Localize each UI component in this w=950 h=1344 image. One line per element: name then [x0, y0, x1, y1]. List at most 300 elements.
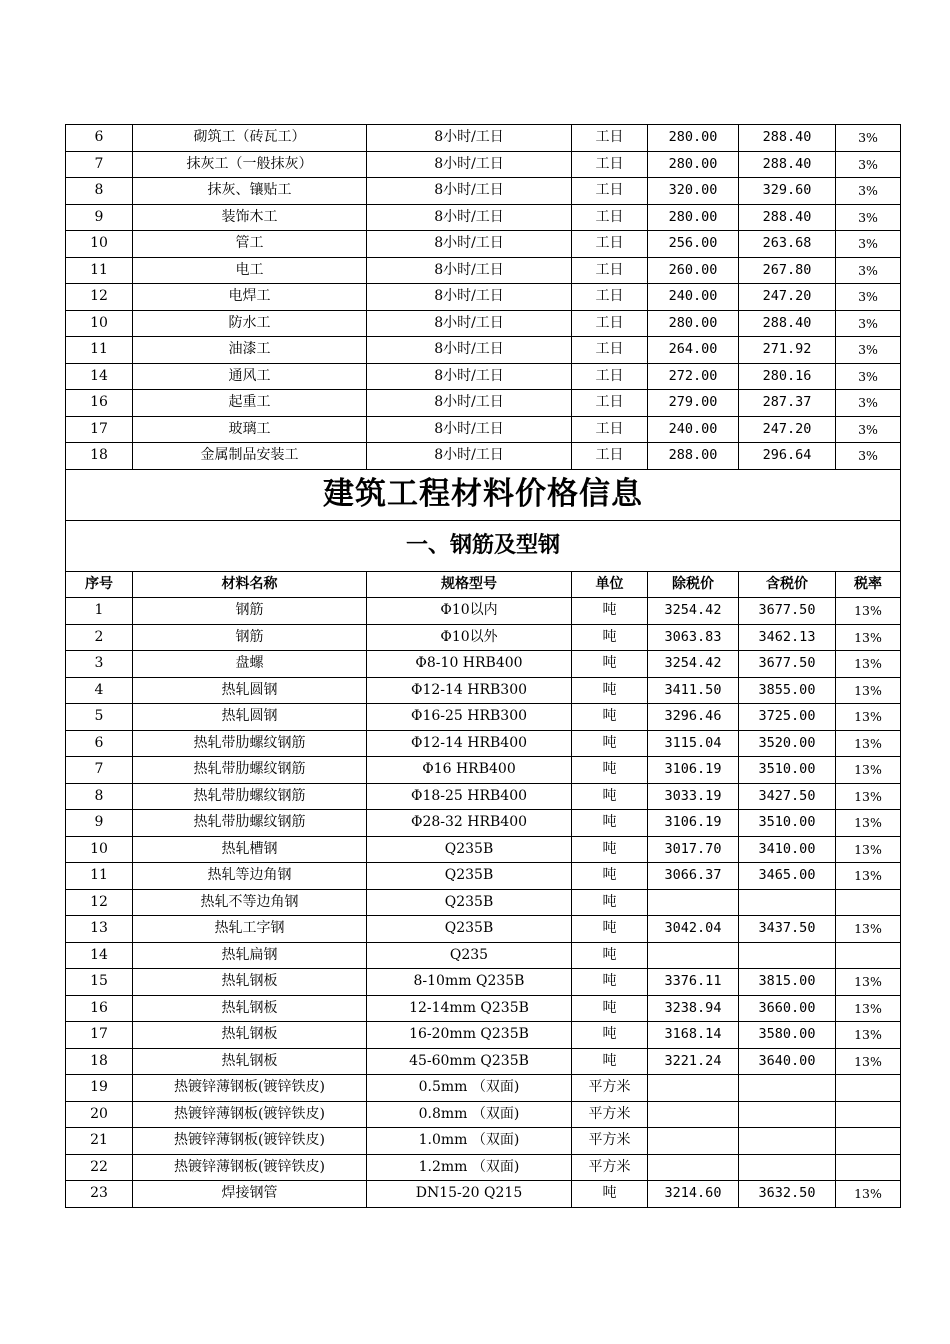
cell-price-inc-tax — [739, 889, 836, 916]
cell-price-inc-tax: 247.20 — [739, 416, 836, 443]
cell-name: 电焊工 — [133, 284, 367, 311]
material-row — [66, 1181, 901, 1208]
cell-index: 17 — [66, 416, 133, 443]
cell-price-inc-tax: 3510.00 — [739, 810, 836, 837]
cell-unit: 吨 — [572, 810, 648, 837]
cell-unit: 工日 — [572, 204, 648, 231]
cell-index: 11 — [66, 337, 133, 364]
cell-unit: 工日 — [572, 416, 648, 443]
cell-spec: 8小时/工日 — [367, 204, 572, 231]
cell-spec: 8小时/工日 — [367, 231, 572, 258]
cell-unit: 工日 — [572, 310, 648, 337]
material-row — [66, 889, 901, 916]
cell-unit: 吨 — [572, 704, 648, 731]
cell-price-ex-tax: 240.00 — [648, 416, 739, 443]
cell-index: 19 — [66, 1075, 133, 1102]
cell-spec: 1.2mm （双面) — [367, 1154, 572, 1181]
cell-name: 通风工 — [133, 363, 367, 390]
cell-price-inc-tax — [739, 1101, 836, 1128]
cell-price-inc-tax: 3427.50 — [739, 783, 836, 810]
cell-name: 钢筋 — [133, 624, 367, 651]
cell-unit: 吨 — [572, 730, 648, 757]
cell-price-ex-tax — [648, 1154, 739, 1181]
page-title: 建筑工程材料价格信息 — [66, 469, 901, 520]
cell-unit: 工日 — [572, 257, 648, 284]
cell-price-inc-tax: 287.37 — [739, 390, 836, 417]
cell-tax-rate: 3% — [836, 390, 901, 417]
cell-spec: 16-20mm Q235B — [367, 1022, 572, 1049]
cell-tax-rate: 13% — [836, 651, 901, 678]
cell-spec: DN15-20 Q215 — [367, 1181, 572, 1208]
material-row — [66, 1075, 901, 1102]
labor-row — [66, 178, 901, 205]
cell-price-inc-tax: 288.40 — [739, 310, 836, 337]
cell-price-inc-tax — [739, 1128, 836, 1155]
cell-name: 抹灰、镶贴工 — [133, 178, 367, 205]
cell-price-inc-tax: 263.68 — [739, 231, 836, 258]
cell-index: 7 — [66, 757, 133, 784]
cell-index: 12 — [66, 284, 133, 311]
cell-price-inc-tax: 3465.00 — [739, 863, 836, 890]
cell-price-ex-tax — [648, 1128, 739, 1155]
cell-spec: 8小时/工日 — [367, 178, 572, 205]
cell-unit: 工日 — [572, 443, 648, 470]
cell-index: 21 — [66, 1128, 133, 1155]
cell-unit: 平方米 — [572, 1101, 648, 1128]
cell-tax-rate: 13% — [836, 624, 901, 651]
cell-name: 热镀锌薄钢板(镀锌铁皮) — [133, 1101, 367, 1128]
cell-name: 热轧带肋螺纹钢筋 — [133, 810, 367, 837]
cell-index: 22 — [66, 1154, 133, 1181]
cell-spec: Φ10以外 — [367, 624, 572, 651]
cell-price-inc-tax: 3437.50 — [739, 916, 836, 943]
cell-tax-rate — [836, 1101, 901, 1128]
cell-spec: Φ16 HRB400 — [367, 757, 572, 784]
cell-index: 9 — [66, 204, 133, 231]
cell-price-ex-tax: 3042.04 — [648, 916, 739, 943]
cell-unit: 吨 — [572, 1022, 648, 1049]
labor-row — [66, 337, 901, 364]
cell-price-ex-tax: 272.00 — [648, 363, 739, 390]
title-row — [66, 469, 901, 520]
cell-price-inc-tax: 3677.50 — [739, 651, 836, 678]
cell-spec: 1.0mm （双面) — [367, 1128, 572, 1155]
material-section — [66, 598, 901, 1208]
cell-spec: 8小时/工日 — [367, 390, 572, 417]
material-row — [66, 969, 901, 996]
cell-unit: 工日 — [572, 284, 648, 311]
cell-price-inc-tax: 247.20 — [739, 284, 836, 311]
cell-spec: Q235 — [367, 942, 572, 969]
cell-unit: 吨 — [572, 995, 648, 1022]
cell-price-ex-tax: 3254.42 — [648, 598, 739, 625]
cell-tax-rate: 3% — [836, 204, 901, 231]
cell-price-ex-tax: 280.00 — [648, 151, 739, 178]
cell-name: 金属制品安装工 — [133, 443, 367, 470]
labor-row — [66, 416, 901, 443]
header-cell: 除税价 — [648, 571, 739, 598]
cell-spec: 8-10mm Q235B — [367, 969, 572, 996]
cell-price-inc-tax: 329.60 — [739, 178, 836, 205]
cell-tax-rate: 13% — [836, 916, 901, 943]
material-row — [66, 651, 901, 678]
header-cell: 含税价 — [739, 571, 836, 598]
cell-unit: 工日 — [572, 231, 648, 258]
cell-unit: 吨 — [572, 757, 648, 784]
cell-unit: 吨 — [572, 1181, 648, 1208]
cell-tax-rate: 3% — [836, 257, 901, 284]
cell-unit: 工日 — [572, 363, 648, 390]
cell-unit: 吨 — [572, 651, 648, 678]
material-row — [66, 783, 901, 810]
cell-unit: 吨 — [572, 969, 648, 996]
cell-price-ex-tax: 240.00 — [648, 284, 739, 311]
cell-price-ex-tax: 3376.11 — [648, 969, 739, 996]
cell-name: 装饰木工 — [133, 204, 367, 231]
cell-tax-rate: 13% — [836, 1181, 901, 1208]
cell-tax-rate: 13% — [836, 783, 901, 810]
cell-unit: 吨 — [572, 783, 648, 810]
cell-tax-rate: 3% — [836, 284, 901, 311]
cell-price-ex-tax: 3063.83 — [648, 624, 739, 651]
cell-price-ex-tax: 280.00 — [648, 310, 739, 337]
material-row — [66, 836, 901, 863]
cell-unit: 吨 — [572, 836, 648, 863]
material-row — [66, 730, 901, 757]
cell-price-ex-tax: 3106.19 — [648, 810, 739, 837]
cell-unit: 吨 — [572, 916, 648, 943]
cell-price-ex-tax — [648, 1101, 739, 1128]
cell-index: 14 — [66, 363, 133, 390]
cell-price-inc-tax: 3462.13 — [739, 624, 836, 651]
cell-price-inc-tax: 280.16 — [739, 363, 836, 390]
cell-name: 管工 — [133, 231, 367, 258]
cell-index: 11 — [66, 257, 133, 284]
cell-price-ex-tax: 256.00 — [648, 231, 739, 258]
cell-spec: Q235B — [367, 889, 572, 916]
cell-tax-rate — [836, 1154, 901, 1181]
cell-price-inc-tax: 288.40 — [739, 151, 836, 178]
cell-unit: 工日 — [572, 337, 648, 364]
cell-price-ex-tax: 3017.70 — [648, 836, 739, 863]
cell-price-inc-tax — [739, 1154, 836, 1181]
cell-price-ex-tax: 3066.37 — [648, 863, 739, 890]
material-row — [66, 1154, 901, 1181]
cell-name: 热轧钢板 — [133, 1022, 367, 1049]
cell-tax-rate: 13% — [836, 836, 901, 863]
cell-unit: 吨 — [572, 598, 648, 625]
material-row — [66, 757, 901, 784]
cell-price-ex-tax: 279.00 — [648, 390, 739, 417]
material-row — [66, 995, 901, 1022]
cell-price-ex-tax: 288.00 — [648, 443, 739, 470]
cell-tax-rate: 13% — [836, 1022, 901, 1049]
cell-price-ex-tax: 3115.04 — [648, 730, 739, 757]
cell-name: 油漆工 — [133, 337, 367, 364]
cell-unit: 吨 — [572, 889, 648, 916]
cell-price-ex-tax: 3411.50 — [648, 677, 739, 704]
material-row — [66, 704, 901, 731]
cell-spec: Q235B — [367, 916, 572, 943]
material-row — [66, 1101, 901, 1128]
labor-row — [66, 257, 901, 284]
cell-index: 16 — [66, 390, 133, 417]
cell-index: 6 — [66, 125, 133, 152]
cell-unit: 吨 — [572, 624, 648, 651]
labor-section — [66, 125, 901, 470]
cell-price-inc-tax: 3520.00 — [739, 730, 836, 757]
material-row — [66, 598, 901, 625]
material-header-section — [66, 469, 901, 598]
cell-tax-rate — [836, 1128, 901, 1155]
cell-index: 8 — [66, 783, 133, 810]
cell-price-inc-tax — [739, 1075, 836, 1102]
cell-name: 抹灰工（一般抹灰） — [133, 151, 367, 178]
cell-spec: Φ12-14 HRB300 — [367, 677, 572, 704]
cell-name: 热轧带肋螺纹钢筋 — [133, 757, 367, 784]
cell-price-ex-tax: 280.00 — [648, 204, 739, 231]
labor-row — [66, 125, 901, 152]
cell-price-inc-tax: 3815.00 — [739, 969, 836, 996]
cell-tax-rate: 13% — [836, 704, 901, 731]
cell-price-inc-tax: 3632.50 — [739, 1181, 836, 1208]
cell-tax-rate: 3% — [836, 125, 901, 152]
cell-price-inc-tax: 288.40 — [739, 204, 836, 231]
cell-spec: Q235B — [367, 863, 572, 890]
cell-index: 15 — [66, 969, 133, 996]
cell-price-ex-tax: 264.00 — [648, 337, 739, 364]
cell-index: 10 — [66, 310, 133, 337]
cell-tax-rate: 3% — [836, 337, 901, 364]
cell-spec: Φ10以内 — [367, 598, 572, 625]
cell-price-inc-tax: 288.40 — [739, 125, 836, 152]
cell-tax-rate — [836, 889, 901, 916]
cell-tax-rate: 13% — [836, 598, 901, 625]
cell-price-inc-tax: 3660.00 — [739, 995, 836, 1022]
cell-price-ex-tax: 260.00 — [648, 257, 739, 284]
cell-price-inc-tax — [739, 942, 836, 969]
cell-index: 4 — [66, 677, 133, 704]
cell-index: 3 — [66, 651, 133, 678]
cell-index: 9 — [66, 810, 133, 837]
cell-unit: 平方米 — [572, 1154, 648, 1181]
cell-spec: 8小时/工日 — [367, 151, 572, 178]
cell-spec: 0.8mm （双面) — [367, 1101, 572, 1128]
cell-price-ex-tax: 3106.19 — [648, 757, 739, 784]
cell-name: 热轧扁钢 — [133, 942, 367, 969]
cell-price-ex-tax: 3221.24 — [648, 1048, 739, 1075]
cell-price-ex-tax: 280.00 — [648, 125, 739, 152]
cell-tax-rate: 3% — [836, 416, 901, 443]
cell-name: 热轧钢板 — [133, 969, 367, 996]
cell-unit: 吨 — [572, 942, 648, 969]
cell-index: 17 — [66, 1022, 133, 1049]
cell-price-inc-tax: 271.92 — [739, 337, 836, 364]
material-row — [66, 1048, 901, 1075]
cell-index: 1 — [66, 598, 133, 625]
cell-name: 热轧带肋螺纹钢筋 — [133, 783, 367, 810]
cell-price-inc-tax: 296.64 — [739, 443, 836, 470]
cell-name: 玻璃工 — [133, 416, 367, 443]
cell-tax-rate: 13% — [836, 995, 901, 1022]
material-row — [66, 916, 901, 943]
cell-tax-rate: 3% — [836, 443, 901, 470]
cell-price-inc-tax: 3580.00 — [739, 1022, 836, 1049]
section-title-row — [66, 520, 901, 571]
cell-index: 6 — [66, 730, 133, 757]
cell-spec: Φ12-14 HRB400 — [367, 730, 572, 757]
cell-unit: 工日 — [572, 151, 648, 178]
cell-index: 14 — [66, 942, 133, 969]
cell-name: 热轧圆钢 — [133, 677, 367, 704]
cell-name: 盘螺 — [133, 651, 367, 678]
cell-name: 钢筋 — [133, 598, 367, 625]
cell-index: 10 — [66, 836, 133, 863]
cell-price-ex-tax — [648, 889, 739, 916]
cell-unit: 工日 — [572, 125, 648, 152]
cell-name: 热轧钢板 — [133, 995, 367, 1022]
cell-name: 焊接钢管 — [133, 1181, 367, 1208]
cell-price-inc-tax: 267.80 — [739, 257, 836, 284]
cell-price-ex-tax: 320.00 — [648, 178, 739, 205]
cell-unit: 工日 — [572, 390, 648, 417]
material-row — [66, 624, 901, 651]
cell-index: 12 — [66, 889, 133, 916]
cell-index: 18 — [66, 443, 133, 470]
cell-spec: 8小时/工日 — [367, 310, 572, 337]
price-table — [65, 124, 901, 1208]
cell-price-inc-tax: 3725.00 — [739, 704, 836, 731]
cell-name: 热轧带肋螺纹钢筋 — [133, 730, 367, 757]
cell-spec: 8小时/工日 — [367, 363, 572, 390]
labor-row — [66, 443, 901, 470]
header-cell: 规格型号 — [367, 571, 572, 598]
material-row — [66, 810, 901, 837]
cell-name: 防水工 — [133, 310, 367, 337]
cell-spec: Φ8-10 HRB400 — [367, 651, 572, 678]
cell-index: 18 — [66, 1048, 133, 1075]
cell-index: 2 — [66, 624, 133, 651]
cell-tax-rate: 13% — [836, 863, 901, 890]
cell-spec: Φ28-32 HRB400 — [367, 810, 572, 837]
labor-row — [66, 390, 901, 417]
cell-name: 热镀锌薄钢板(镀锌铁皮) — [133, 1128, 367, 1155]
header-row — [66, 571, 901, 598]
cell-index: 5 — [66, 704, 133, 731]
cell-index: 23 — [66, 1181, 133, 1208]
labor-row — [66, 284, 901, 311]
cell-unit: 吨 — [572, 677, 648, 704]
cell-index: 8 — [66, 178, 133, 205]
cell-index: 13 — [66, 916, 133, 943]
cell-price-ex-tax: 3296.46 — [648, 704, 739, 731]
cell-name: 热轧圆钢 — [133, 704, 367, 731]
cell-name: 热轧工字钢 — [133, 916, 367, 943]
cell-tax-rate: 13% — [836, 730, 901, 757]
cell-tax-rate: 13% — [836, 810, 901, 837]
cell-tax-rate — [836, 1075, 901, 1102]
cell-spec: 8小时/工日 — [367, 284, 572, 311]
cell-unit: 工日 — [572, 178, 648, 205]
material-row — [66, 677, 901, 704]
cell-index: 20 — [66, 1101, 133, 1128]
cell-name: 电工 — [133, 257, 367, 284]
header-cell: 单位 — [572, 571, 648, 598]
cell-tax-rate: 3% — [836, 151, 901, 178]
cell-spec: Q235B — [367, 836, 572, 863]
cell-price-ex-tax — [648, 1075, 739, 1102]
cell-name: 热镀锌薄钢板(镀锌铁皮) — [133, 1075, 367, 1102]
section-title: 一、钢筋及型钢 — [66, 520, 901, 571]
cell-spec: 45-60mm Q235B — [367, 1048, 572, 1075]
cell-unit: 吨 — [572, 863, 648, 890]
cell-price-inc-tax: 3855.00 — [739, 677, 836, 704]
cell-spec: 8小时/工日 — [367, 443, 572, 470]
cell-tax-rate: 3% — [836, 231, 901, 258]
cell-index: 11 — [66, 863, 133, 890]
cell-unit: 平方米 — [572, 1075, 648, 1102]
labor-row — [66, 363, 901, 390]
cell-price-ex-tax: 3168.14 — [648, 1022, 739, 1049]
cell-tax-rate: 3% — [836, 310, 901, 337]
cell-index: 16 — [66, 995, 133, 1022]
header-cell: 税率 — [836, 571, 901, 598]
material-row — [66, 1022, 901, 1049]
cell-name: 热轧钢板 — [133, 1048, 367, 1075]
cell-name: 起重工 — [133, 390, 367, 417]
cell-spec: 8小时/工日 — [367, 337, 572, 364]
cell-unit: 吨 — [572, 1048, 648, 1075]
cell-spec: 0.5mm （双面) — [367, 1075, 572, 1102]
cell-tax-rate: 13% — [836, 1048, 901, 1075]
cell-spec: 8小时/工日 — [367, 125, 572, 152]
cell-index: 10 — [66, 231, 133, 258]
cell-tax-rate: 3% — [836, 363, 901, 390]
cell-price-ex-tax: 3238.94 — [648, 995, 739, 1022]
cell-spec: 8小时/工日 — [367, 416, 572, 443]
labor-row — [66, 310, 901, 337]
labor-row — [66, 204, 901, 231]
cell-price-ex-tax: 3254.42 — [648, 651, 739, 678]
cell-price-inc-tax: 3677.50 — [739, 598, 836, 625]
cell-spec: 12-14mm Q235B — [367, 995, 572, 1022]
cell-name: 热轧槽钢 — [133, 836, 367, 863]
cell-name: 热轧等边角钢 — [133, 863, 367, 890]
cell-index: 7 — [66, 151, 133, 178]
cell-tax-rate: 3% — [836, 178, 901, 205]
cell-spec: 8小时/工日 — [367, 257, 572, 284]
cell-price-ex-tax: 3033.19 — [648, 783, 739, 810]
labor-row — [66, 231, 901, 258]
material-row — [66, 863, 901, 890]
material-row — [66, 942, 901, 969]
cell-unit: 平方米 — [572, 1128, 648, 1155]
cell-spec: Φ18-25 HRB400 — [367, 783, 572, 810]
header-cell: 材料名称 — [133, 571, 367, 598]
cell-tax-rate — [836, 942, 901, 969]
cell-name: 热轧不等边角钢 — [133, 889, 367, 916]
cell-tax-rate: 13% — [836, 969, 901, 996]
cell-tax-rate: 13% — [836, 677, 901, 704]
labor-row — [66, 151, 901, 178]
cell-name: 砌筑工（砖瓦工） — [133, 125, 367, 152]
cell-price-ex-tax — [648, 942, 739, 969]
cell-name: 热镀锌薄钢板(镀锌铁皮) — [133, 1154, 367, 1181]
header-cell: 序号 — [66, 571, 133, 598]
cell-price-inc-tax: 3510.00 — [739, 757, 836, 784]
cell-tax-rate: 13% — [836, 757, 901, 784]
cell-price-ex-tax: 3214.60 — [648, 1181, 739, 1208]
